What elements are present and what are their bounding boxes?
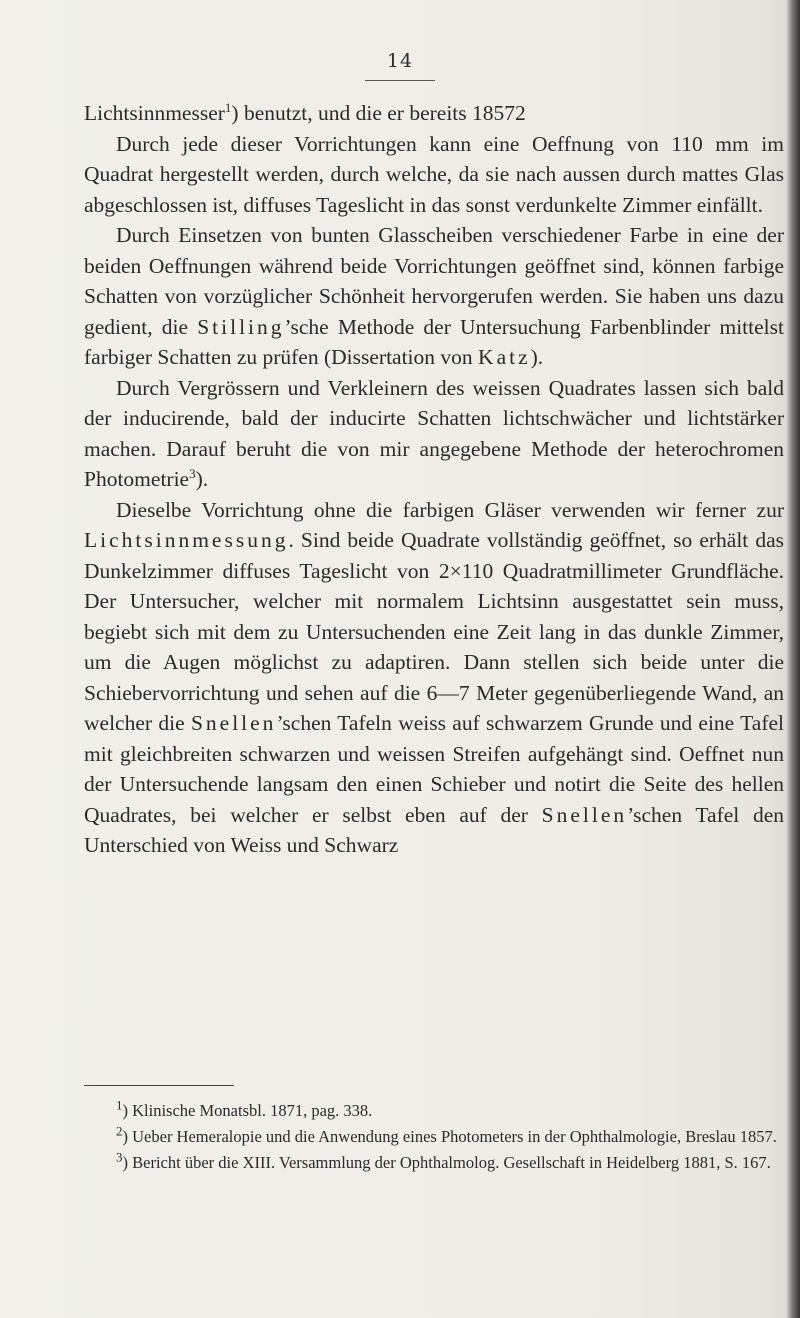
footnote-text: Ueber Hemeralopie und die Anwendung eines Photometers in der Ophthalmologie, Breslau 1857.	[132, 1127, 777, 1146]
header-rule	[365, 80, 435, 81]
text-run: ).	[530, 345, 544, 369]
footnote-rule	[84, 1085, 234, 1086]
text-run: ) benutzt, und die er bereits 1857	[231, 101, 516, 125]
paragraph-2: Durch jede dieser Vorrichtungen kann eine Oeffnung von 110 mm im Quadrat hergestellt werden, durch welche, da sie nach aussen durch mattes Glas abgeschlossen ist, diffuses Tageslicht in das sonst verdunkelte Zimmer einfällt.	[84, 131, 784, 217]
footnote-mark: 2	[116, 1123, 123, 1139]
author-name: Snellen	[541, 802, 628, 827]
author-name: Katz	[478, 345, 531, 369]
footnote-text: Bericht über die XIII. Versammlung der Ophthalmolog. Gesellschaft in Heidelberg 1881, S. 167.	[132, 1153, 771, 1172]
author-name: Stilling	[197, 314, 285, 339]
page-number: 14	[386, 50, 414, 72]
paragraph-1	[84, 98, 784, 129]
text-run: ’schen Tafeln weiss auf schwarzem Grunde und eine Tafel mit gleichbreiten schwarzen und weissen Streifen aufgehängt sind. Oeffnet nun der Untersuchende langsam den einen Schieber und notirt die Seite des hellen Quadrates, bei welcher er selbst eben auf der	[84, 711, 784, 827]
paragraph-5	[84, 495, 784, 861]
text-run: 2	[515, 101, 526, 125]
paragraph-4	[84, 373, 784, 495]
footnotes	[84, 1098, 784, 1176]
text-run: Dieselbe Vorrichtung ohne die farbigen Gläser verwenden wir ferner zur	[116, 497, 784, 522]
page-binding-shadow	[786, 0, 800, 1318]
text-run: Lichtsinnmesser	[84, 101, 225, 125]
text-run: . Sind beide Quadrate vollständig geöffnet, so erhält das Dunkelzimmer diffuses Tageslicht von 2×110 Quadratmillimeter Grundfläche. Der Untersucher, welcher mit normalem Lichtsinn ausgestattet sein muss, begiebt sich mit dem zu Untersuchenden eine Zeit lang in das dunkle Zimmer, um die Augen möglichst zu adaptiren. Dann stellen sich beide unter die Schiebervorrichtung und sehen auf die 6—7 Meter gegenüberliegende Wand, an welcher die	[84, 528, 784, 735]
author-name: Snellen	[190, 711, 277, 735]
footnote-1: $^1$) Klinische Monatsbl. 1871, pag. 338.	[116, 1097, 373, 1120]
text-run: ).	[195, 467, 209, 491]
text-run: ’sche Methode der Untersuchung Farbenblinder mittelst farbiger Schatten zu prüfen (Dissertation von	[84, 314, 784, 369]
footnote-3: $^3$) Bericht über die XIII. Versammlung der Ophthalmolog. Gesellschaft in Heidelberg 1881, S. 167.	[116, 1149, 771, 1172]
text-run: Durch Vergrössern und Verkleinern des weissen Quadrates lassen sich bald der inducirende, bald der inducirte Schatten lichtschwächer und lichtstärker machen. Darauf beruht die von mir angegebene Methode der heterochromen Photometrie	[84, 375, 784, 491]
footnote-text: Klinische Monatsbl. 1871, pag. 338.	[132, 1101, 373, 1120]
footnote-ref: 3	[189, 465, 196, 481]
footnote-mark: 1	[116, 1097, 123, 1113]
main-text	[84, 98, 784, 861]
text-run: Durch Einsetzen von bunten Glasscheiben verschiedener Farbe in eine der beiden Oeffnungen während beide Vorrichtungen geöffnet sind, können farbige Schatten von vorzüglicher Schönheit hervorgerufen werden. Sie haben uns dazu gedient, die	[84, 223, 784, 339]
text-run: ’schen Tafel den Unterschied von Weiss und Schwarz	[84, 802, 784, 857]
footnote-2: $^2$) Ueber Hemeralopie und die Anwendung eines Photometers in der Ophthalmologie, Breslau 1857.	[116, 1123, 777, 1146]
paragraph-3	[84, 220, 784, 373]
footnote-ref: 1	[224, 99, 232, 115]
emphasis-term: Lichtsinnmessung	[84, 528, 289, 552]
footnote-mark: 3	[116, 1149, 123, 1165]
